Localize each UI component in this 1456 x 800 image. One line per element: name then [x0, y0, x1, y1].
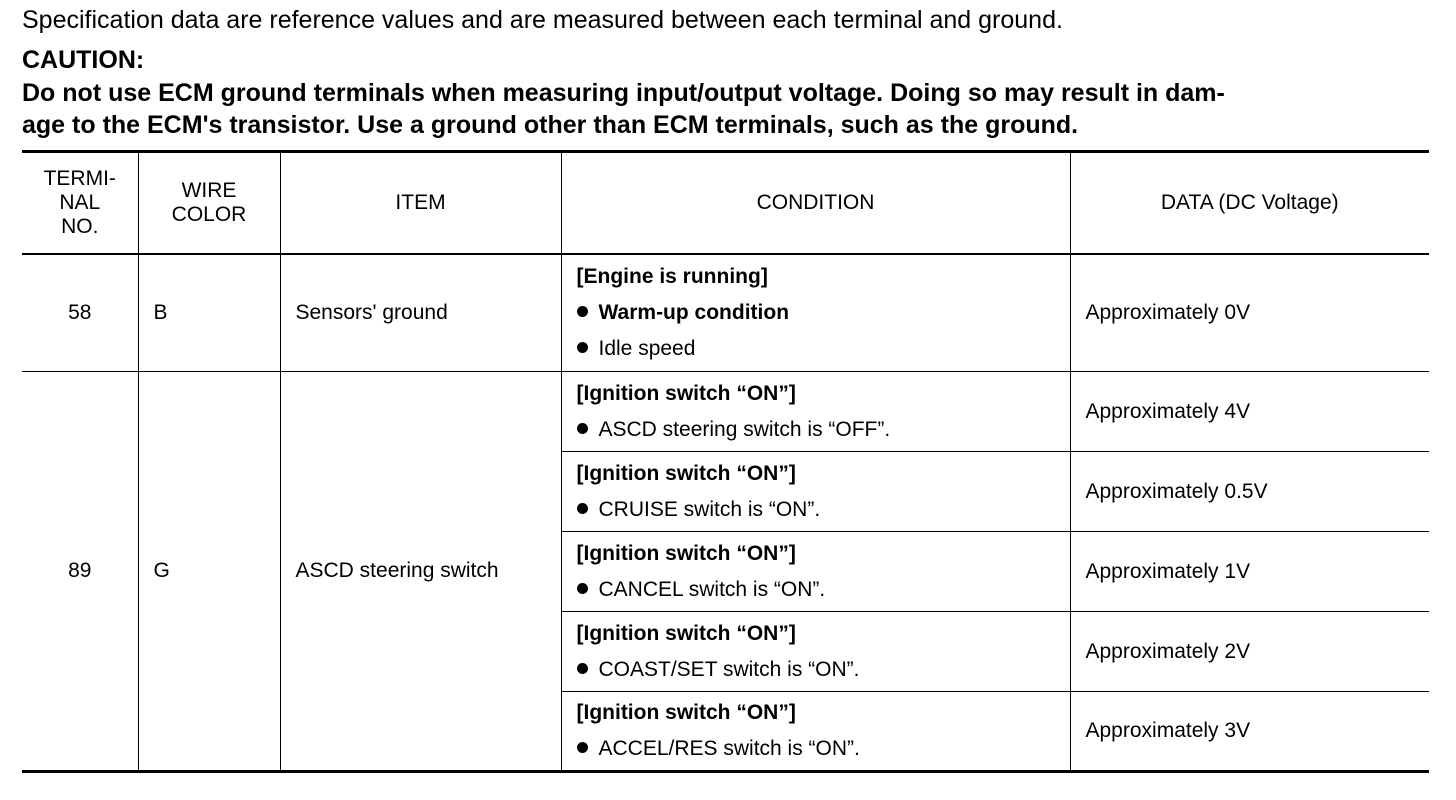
data-cell: Approximately 0V — [1070, 254, 1429, 372]
terminal-cell: 89 — [22, 372, 138, 772]
table-header-row — [22, 152, 1429, 254]
header-terminal-line-3: NO. — [61, 214, 99, 238]
data-cell: Approximately 2V — [1070, 612, 1429, 692]
header-terminal-line-2: NAL — [59, 190, 101, 214]
condition-heading: [Ignition switch “ON”] — [576, 381, 796, 405]
condition-heading: [Ignition switch “ON”] — [576, 621, 796, 645]
data-cell: Approximately 4V — [1070, 372, 1429, 452]
condition-heading: [Engine is running] — [576, 264, 768, 288]
condition-cell — [561, 452, 1070, 532]
header-condition: CONDITION — [561, 152, 1070, 254]
condition-text: Warm-up condition — [598, 300, 790, 324]
header-wire-line-1: WIRE — [181, 178, 237, 202]
condition-cell — [561, 532, 1070, 612]
condition-text: ACCEL/RES switch is “ON”. — [598, 737, 860, 760]
condition-cell — [561, 612, 1070, 692]
bullet-icon — [577, 742, 588, 753]
condition-cell — [561, 372, 1070, 452]
table-row — [22, 372, 1429, 452]
data-cell: Approximately 3V — [1070, 692, 1429, 772]
caution-line-1: Do not use ECM ground terminals when measuring input/output voltage. Doing so may result in dam- — [22, 79, 1225, 107]
bullet-icon — [577, 423, 588, 434]
condition-heading: [Ignition switch “ON”] — [576, 541, 796, 565]
condition-text: CRUISE switch is “ON”. — [598, 497, 821, 521]
item-cell: Sensors' ground — [280, 254, 561, 372]
bullet-icon — [577, 342, 588, 353]
terminal-cell: 58 — [22, 254, 138, 372]
terminal-spec-table — [22, 150, 1429, 773]
condition-cell — [561, 692, 1070, 772]
header-wire-line-2: COLOR — [171, 202, 247, 226]
header-wire-color — [138, 152, 280, 254]
caution-line-2: age to the ECM's transistor. Use a ground other than ECM terminals, such as the ground. — [22, 111, 1079, 139]
condition-text: CANCEL switch is “ON”. — [598, 577, 826, 601]
header-terminal-line-1: TERMI- — [43, 166, 116, 190]
bullet-icon — [577, 583, 588, 594]
condition-item — [577, 652, 1070, 688]
caution-text — [22, 77, 1432, 141]
header-item: ITEM — [280, 152, 561, 254]
wire-color-cell: G — [138, 372, 280, 772]
data-cell: Approximately 0.5V — [1070, 452, 1429, 532]
intro-text: Specification data are reference values and are measured between each terminal and ground. — [22, 6, 1063, 34]
condition-item — [577, 572, 1070, 608]
condition-item — [577, 731, 1070, 767]
header-data: DATA (DC Voltage) — [1070, 152, 1429, 254]
condition-item — [577, 331, 1070, 367]
wire-color-cell: B — [138, 254, 280, 372]
condition-text: Idle speed — [598, 336, 696, 360]
bullet-icon — [577, 663, 588, 674]
bullet-icon — [577, 503, 588, 514]
condition-item — [577, 492, 1070, 528]
data-cell: Approximately 1V — [1070, 532, 1429, 612]
condition-heading: [Ignition switch “ON”] — [576, 461, 796, 485]
item-cell: ASCD steering switch — [280, 372, 561, 772]
condition-item — [577, 295, 1070, 331]
bullet-icon — [577, 306, 588, 317]
caution-heading: CAUTION: — [22, 46, 145, 74]
condition-heading: [Ignition switch “ON”] — [576, 701, 796, 724]
condition-text: COAST/SET switch is “ON”. — [598, 657, 860, 681]
table-row — [22, 254, 1429, 372]
condition-item — [577, 412, 1070, 448]
header-terminal-no — [22, 152, 138, 254]
condition-text: ASCD steering switch is “OFF”. — [598, 417, 891, 441]
condition-cell — [561, 254, 1070, 372]
